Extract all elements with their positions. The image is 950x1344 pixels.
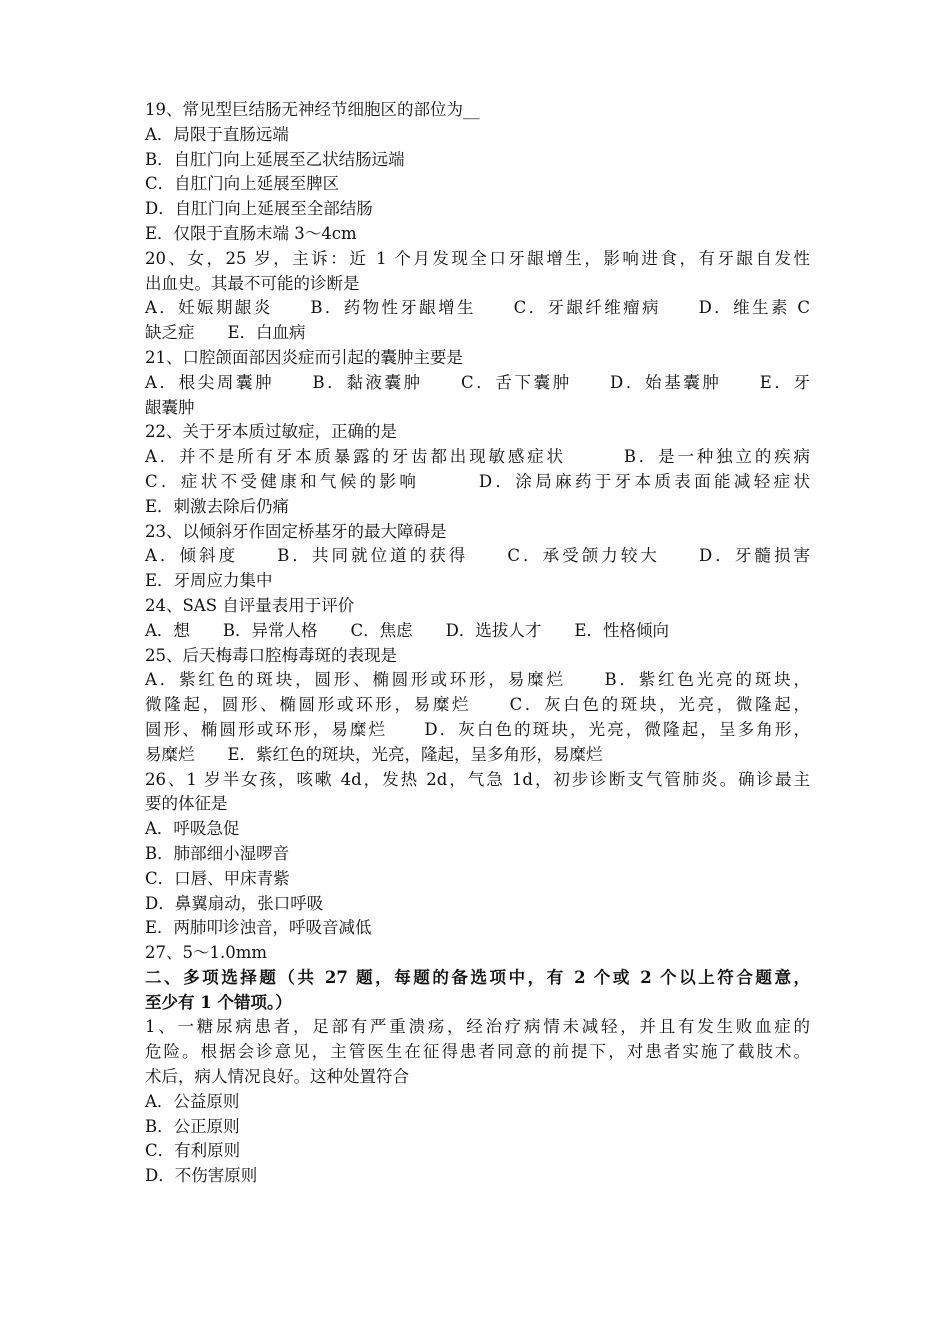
question-23-option-e: E．牙周应力集中 — [145, 571, 273, 591]
question-22-stem: 22、关于牙本质过敏症，正确的是 — [145, 422, 397, 442]
question-25-options-2: 微隆起，圆形、椭圆形或环形，易糜烂 C．灰白色的斑块，光亮，微隆起， — [145, 695, 810, 715]
option-b: B．公正原则 — [145, 1116, 240, 1136]
option-c: C．有利原则 — [145, 1141, 241, 1161]
option-d: D．鼻翼扇动，张口呼吸 — [145, 893, 324, 913]
question-25-options-3: 圆形、椭圆形或环形，易糜烂 D．灰白色的斑块，光亮，微隆起，呈多角形， — [145, 719, 810, 739]
question-27-stem: 27、5～1.0mm — [145, 943, 268, 963]
document-body — [145, 98, 810, 1189]
question-25-stem: 25、后天梅毒口腔梅毒斑的表现是 — [145, 645, 397, 665]
question-21-stem: 21、口腔颌面部因炎症而引起的囊肿主要是 — [145, 347, 463, 367]
option-b: B．自肛门向上延展至乙状结肠远端 — [145, 149, 405, 169]
option-a: A．局限于直肠远端 — [145, 124, 289, 144]
question-20-stem: 20、女，25 岁，主诉：近 1 个月发现全口牙龈增生，影响进食，有牙龈自发性 — [145, 248, 810, 268]
mc-question-1-stem-end: 术后，病人情况良好。这种处置符合 — [145, 1067, 409, 1087]
question-22-options-ab: A．并不是所有牙本质暴露的牙齿都出现敏感症状 B．是一种独立的疾病 — [145, 447, 810, 467]
question-20-options-cont: 缺乏症 E．白血病 — [145, 323, 306, 343]
option-d: D．不伤害原则 — [145, 1166, 258, 1186]
question-19-stem: 19、常见型巨结肠无神经节细胞区的部位为__ — [145, 100, 480, 119]
option-a: A．呼吸急促 — [145, 819, 240, 839]
option-c: C．自肛门向上延展至脾区 — [145, 174, 340, 194]
question-21-options: A．根尖周囊肿 B．黏液囊肿 C．舌下囊肿 D．始基囊肿 E．牙 — [145, 372, 810, 392]
option-b: B．肺部细小湿啰音 — [145, 843, 290, 863]
question-26-stem: 26、1 岁半女孩，咳嗽 4d，发热 2d，气急 1d，初步诊断支气管肺炎。确诊最主 — [145, 769, 810, 789]
section-heading-cont: 至少有 1 个错项。） — [145, 992, 292, 1012]
section-heading: 二、多项选择题（共 27 题，每题的备选项中，有 2 个或 2 个以上符合题意， — [145, 967, 810, 987]
option-c: C．口唇、甲床青紫 — [145, 868, 290, 888]
option-e: E．两肺叩诊浊音，呼吸音减低 — [145, 918, 372, 938]
question-22-options-cd: C．症状不受健康和气候的影响 D．涂局麻药于牙本质表面能减轻症状 — [145, 471, 810, 491]
question-20-stem-cont: 出血史。其最不可能的诊断是 — [145, 273, 360, 293]
question-21-options-cont: 龈囊肿 — [145, 397, 195, 417]
question-24-stem: 24、SAS 自评量表用于评价 — [145, 595, 355, 615]
question-23-options: A．倾斜度 B．共同就位道的获得 C．承受颌力较大 D．牙髓损害 — [145, 546, 810, 566]
question-26-stem-cont: 要的体征是 — [145, 794, 228, 814]
option-a: A．公益原则 — [145, 1091, 240, 1111]
question-22-option-e: E．刺激去除后仍痛 — [145, 496, 290, 516]
question-25-options-1: A．紫红色的斑块，圆形、椭圆形或环形，易糜烂 B．紫红色光亮的斑块， — [145, 670, 810, 690]
question-23-stem: 23、以倾斜牙作固定桥基牙的最大障碍是 — [145, 521, 447, 541]
question-20-options: A．妊娠期龈炎 B．药物性牙龈增生 C．牙龈纤维瘤病 D．维生素 C — [145, 298, 810, 318]
question-25-options-4: 易糜烂 E．紫红色的斑块，光亮，隆起，呈多角形，易糜烂 — [145, 744, 603, 764]
option-e: E．仅限于直肠末端 3～4cm — [145, 223, 357, 243]
question-24-options: A．想 B．异常人格 C．焦虑 D．选拔人才 E．性格倾向 — [145, 620, 669, 640]
option-d: D．自肛门向上延展至全部结肠 — [145, 199, 373, 219]
mc-question-1-stem: 1、一糖尿病患者，足部有严重溃疡，经治疗病情未减轻，并且有发生败血症的 — [145, 1017, 810, 1037]
mc-question-1-stem-cont: 危险。根据会诊意见，主管医生在征得患者同意的前提下，对患者实施了截肢术。 — [145, 1042, 810, 1062]
